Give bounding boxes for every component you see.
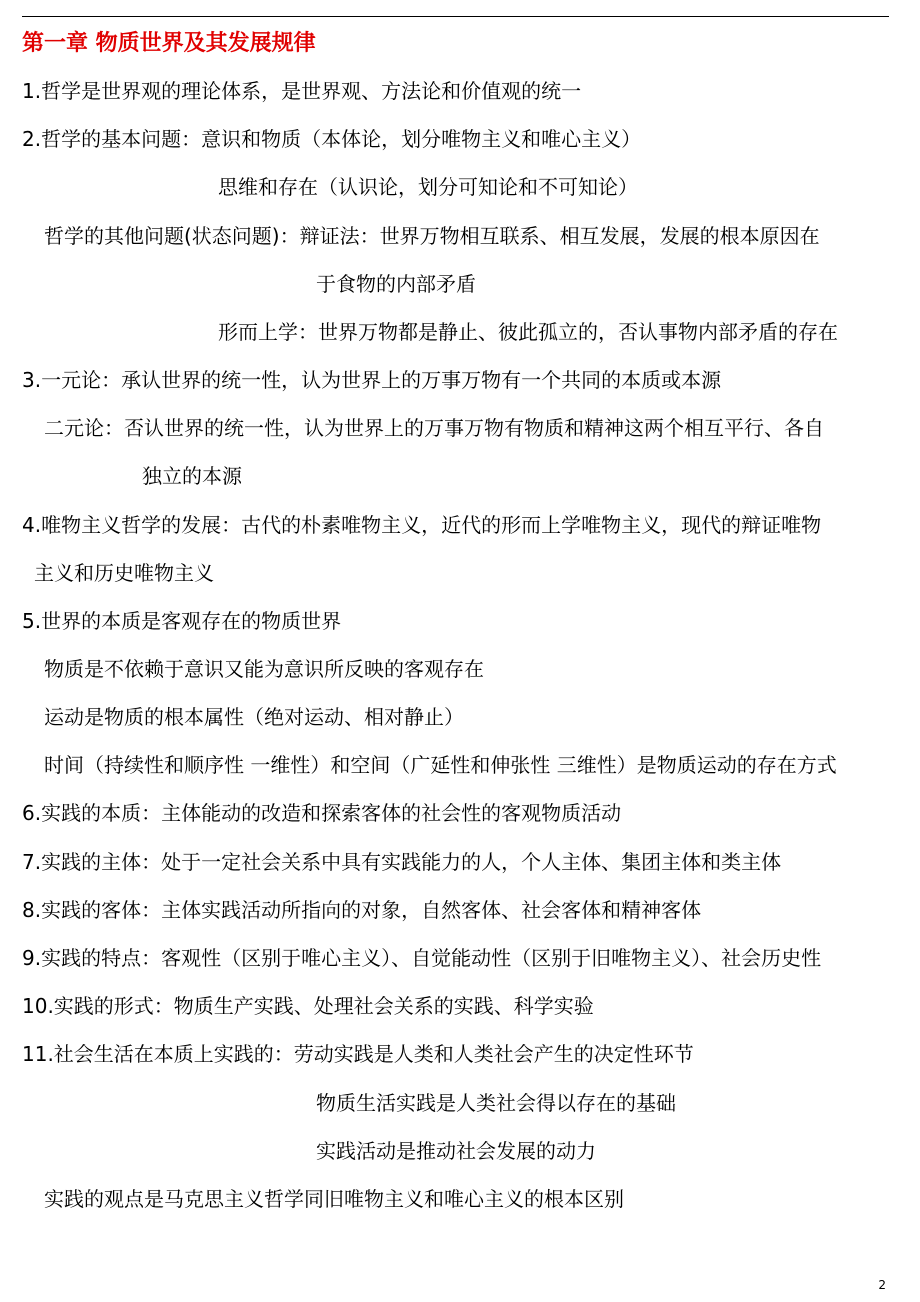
line-12: 5.世界的本质是客观存在的物质世界 <box>22 609 342 633</box>
line-21: 11.社会生活在本质上实践的：劳动实践是人类和人类社会产生的决定性环节 <box>22 1042 694 1066</box>
line-18: 8.实践的客体：主体实践活动所指向的对象，自然客体、社会客体和精神客体 <box>22 898 702 922</box>
page-number: 2 <box>878 1278 886 1292</box>
line-9: 独立的本源 <box>142 464 242 488</box>
line-3: 思维和存在（认识论，划分可知论和不可知论） <box>218 175 638 199</box>
line-17: 7.实践的主体：处于一定社会关系中具有实践能力的人，个人主体、集团主体和类主体 <box>22 850 782 874</box>
line-23: 实践活动是推动社会发展的动力 <box>316 1139 596 1163</box>
line-8: 二元论：否认世界的统一性，认为世界上的万事万物有物质和精神这两个相互平行、各自 <box>44 416 824 440</box>
line-13: 物质是不依赖于意识又能为意识所反映的客观存在 <box>44 657 484 681</box>
header-rule <box>22 16 889 17</box>
line-2: 2.哲学的基本问题：意识和物质（本体论，划分唯物主义和唯心主义） <box>22 127 642 151</box>
line-11: 主义和历史唯物主义 <box>34 561 214 585</box>
line-7: 3.一元论：承认世界的统一性，认为世界上的万事万物有一个共同的本质或本源 <box>22 368 722 392</box>
line-20: 10.实践的形式：物质生产实践、处理社会关系的实践、科学实验 <box>22 994 594 1018</box>
line-15: 时间（持续性和顺序性 一维性）和空间（广延性和伸张性 三维性）是物质运动的存在方式 <box>44 753 837 777</box>
line-4: 哲学的其他问题(状态问题)：辩证法：世界万物相互联系、相互发展，发展的根本原因在 <box>44 224 820 248</box>
line-22: 物质生活实践是人类社会得以存在的基础 <box>316 1091 676 1115</box>
line-5: 于食物的内部矛盾 <box>316 272 476 296</box>
line-16: 6.实践的本质：主体能动的改造和探索客体的社会性的客观物质活动 <box>22 801 622 825</box>
line-6: 形而上学：世界万物都是静止、彼此孤立的，否认事物内部矛盾的存在 <box>218 320 838 344</box>
line-1: 1.哲学是世界观的理论体系，是世界观、方法论和价值观的统一 <box>22 79 582 103</box>
chapter-title: 第一章 物质世界及其发展规律 <box>22 31 316 56</box>
line-19: 9.实践的特点：客观性（区别于唯心主义）、自觉能动性（区别于旧唯物主义）、社会历史性 <box>22 946 822 970</box>
line-10: 4.唯物主义哲学的发展：古代的朴素唯物主义，近代的形而上学唯物主义，现代的辩证唯物 <box>22 513 822 537</box>
line-24: 实践的观点是马克思主义哲学同旧唯物主义和唯心主义的根本区别 <box>44 1187 624 1211</box>
line-14: 运动是物质的根本属性（绝对运动、相对静止） <box>44 705 464 729</box>
